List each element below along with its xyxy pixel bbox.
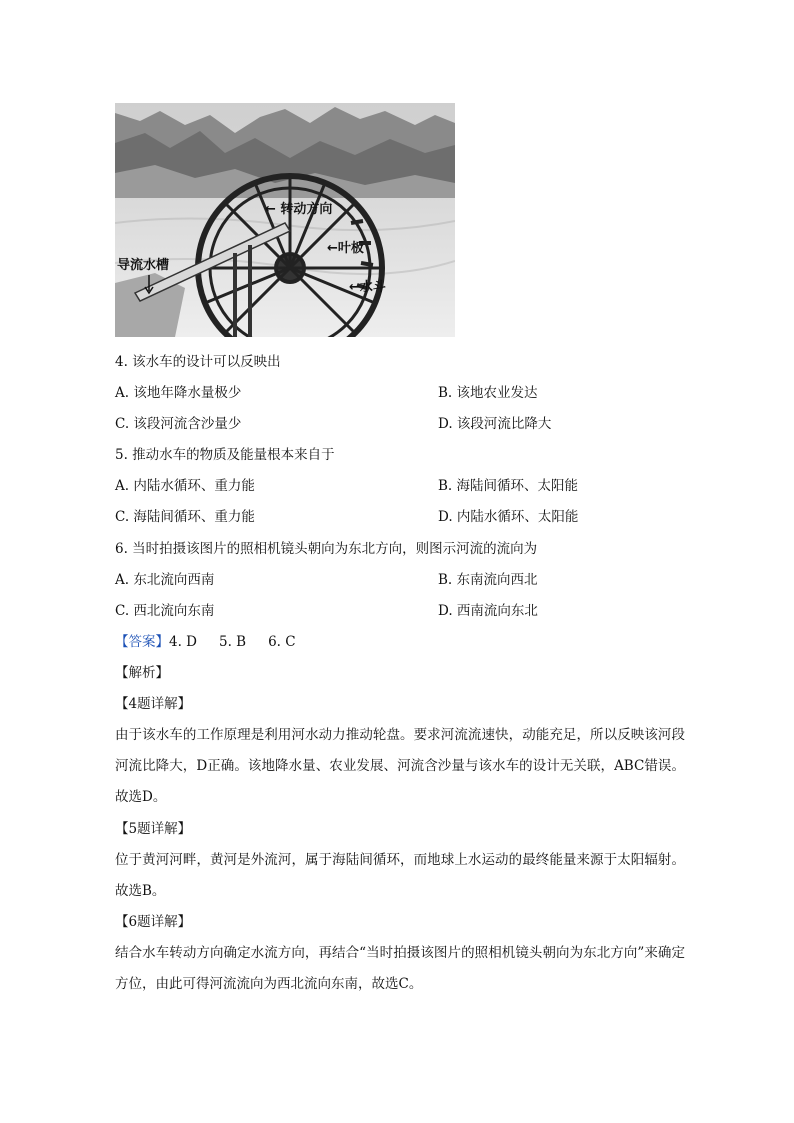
question-5-option-b: B. 海陆间循环、太阳能 [438,478,579,494]
question-5-option-d: D. 内陆水循环、太阳能 [438,509,579,525]
section-6-text: 结合水车转动方向确定水流方向，再结合“当时拍摄该图片的照相机镜头朝向为东北方向”来确定方位，由此可得河流流向为西北流向东南，故选C。 [115,945,685,992]
question-4-stem: 4. 该水车的设计可以反映出 [115,354,281,370]
question-6-option-d: D. 西南流向东北 [438,603,538,619]
channel-label: 导流水槽 [117,258,170,273]
section-5-text: 位于黄河河畔，黄河是外流河，属于海陆间循环，而地球上水运动的最终能量来源于太阳辐射。故选B。 [115,852,685,899]
question-4-option-c: C. 该段河流含沙量少 [115,416,242,432]
answer-label: 【答案】 [115,634,169,650]
rotation-label: ← 转动方向 [265,202,333,217]
question-6-stem: 6. 当时拍摄该图片的照相机镜头朝向为东北方向，则图示河流的流向为 [115,541,538,557]
analysis-label: 【解析】 [115,665,169,681]
question-4-option-b: B. 该地农业发达 [438,385,538,401]
answer-line [115,633,296,651]
waterwheel-photo [115,103,455,337]
answer-item: 6. C [268,634,296,650]
question-5-option-c: C. 海陆间循环、重力能 [115,509,255,525]
question-4-option-d: D. 该段河流比降大 [438,416,552,432]
question-6-option-c: C. 西北流向东南 [115,603,215,619]
section-5-heading: 【5题详解】 [115,821,192,837]
section-4-heading: 【4题详解】 [115,696,192,712]
section-4-text: 由于该水车的工作原理是利用河水动力推动轮盘。要求河流流速快，动能充足，所以反映该河段河流比降大，D正确。该地降水量、农业发展、河流含沙量与该水车的设计无关联，ABC错误。故选D。 [115,727,685,805]
section-6-heading: 【6题详解】 [115,914,192,930]
question-4-option-a: A. 该地年降水量极少 [115,385,242,401]
blade-label: ←叶板 [327,241,364,256]
answer-item: 4. D [169,634,197,650]
question-5-option-a: A. 内陆水循环、重力能 [115,478,255,494]
question-5-stem: 5. 推动水车的物质及能量根本来自于 [115,447,335,463]
question-6-option-b: B. 东南流向西北 [438,572,538,588]
answer-item: 5. B [219,634,247,650]
bucket-label: ←水斗 [349,280,386,295]
question-6-option-a: A. 东北流向西南 [115,572,215,588]
waterwheel-illustration [115,103,455,337]
